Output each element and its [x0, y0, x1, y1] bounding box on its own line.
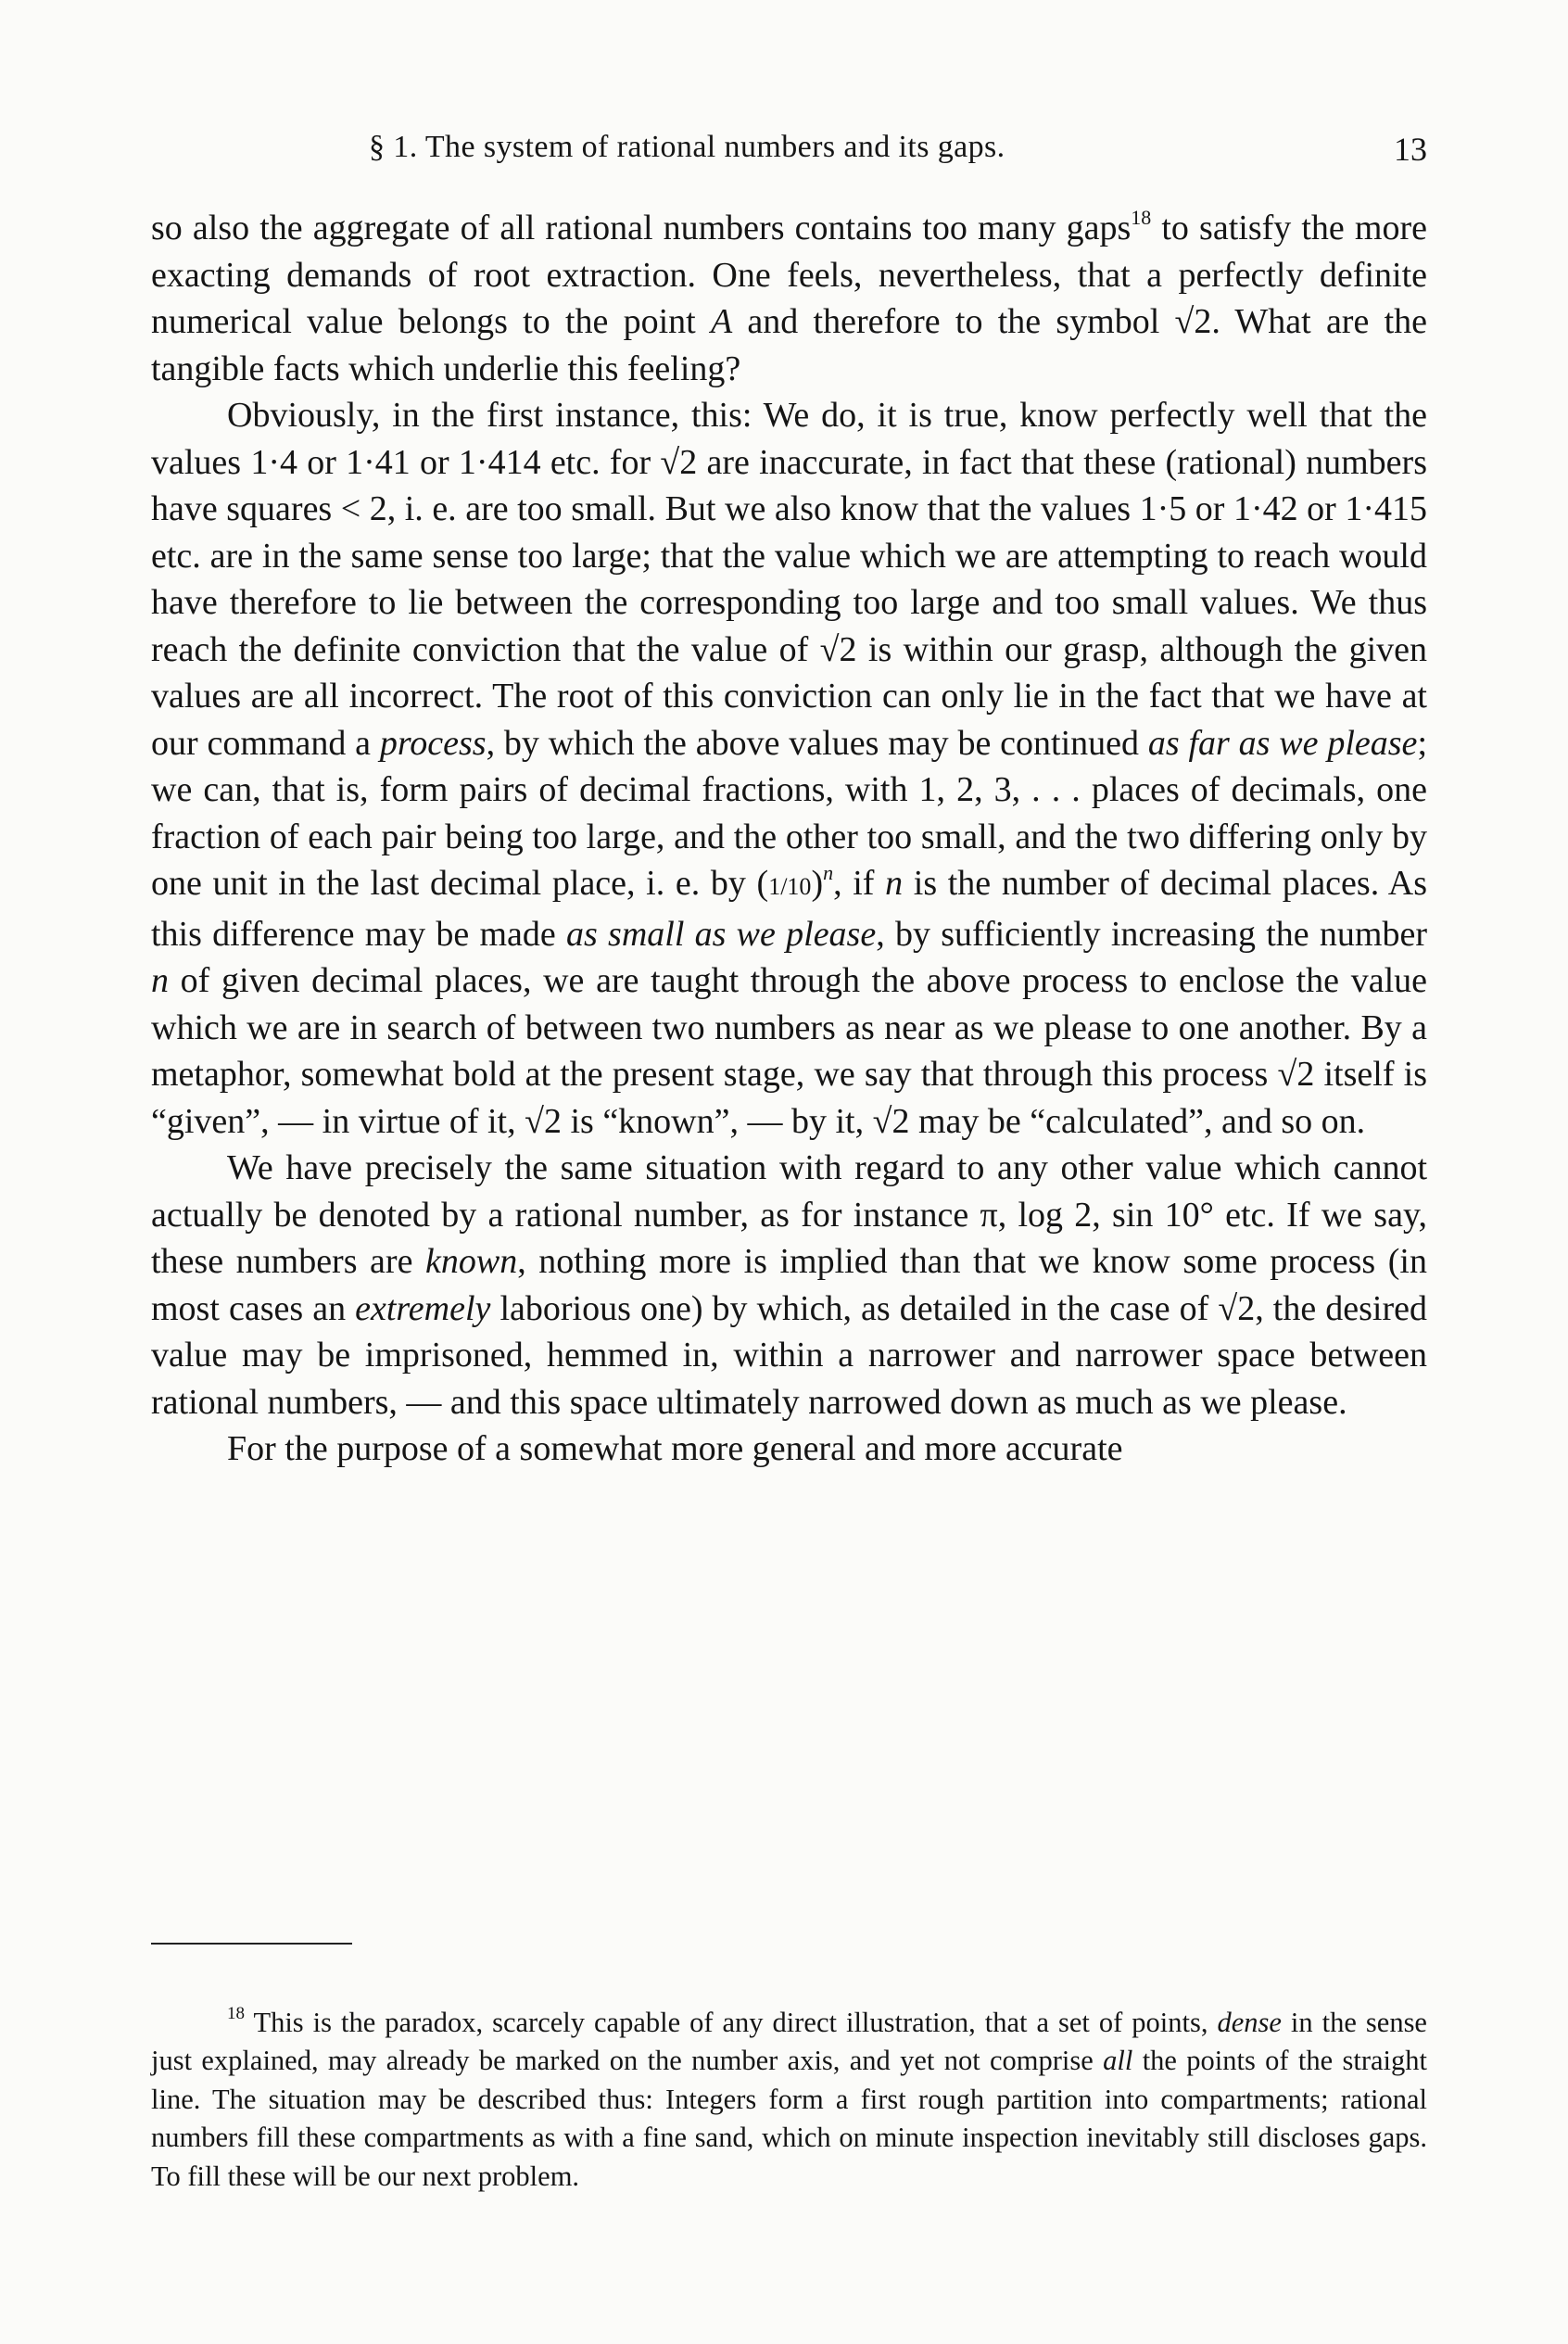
text-run: ; we can, that is, form pairs of decimal fractions, with 1, 2, 3, . . . places of decimals, one fraction of each pair being too large, and the other too small, and the two differing only by one unit in the last decimal place, i. e. by ( — [151, 723, 1427, 903]
italic-text: extremely — [355, 1288, 491, 1328]
footnote-marker: 18 — [1131, 206, 1152, 230]
text-run: ) — [811, 864, 824, 903]
italic-text: process — [379, 723, 487, 763]
italic-text: A — [710, 302, 733, 341]
italic-text: n — [151, 961, 169, 1000]
text-run: and therefore to the symbol √2. What are the tangible facts which underlie this feeling? — [151, 302, 1427, 388]
text-run: so also the aggregate of all rational numbers contains too many gaps — [151, 209, 1132, 247]
italic-text: known — [425, 1242, 518, 1281]
text-run: is the number of decimal places. As this difference may be made — [151, 864, 1427, 954]
paragraph-4 — [151, 1425, 1427, 1473]
page-header — [151, 130, 1427, 185]
exponent: n — [823, 861, 834, 885]
footnote-divider — [151, 1943, 352, 1945]
text-run: to satisfy the more exacting demands of root extraction. One feels, nevertheless, that a perfectly definite numerical value belongs to the point — [151, 209, 1427, 341]
body-text — [151, 205, 1427, 1473]
text-run: , by sufficiently increasing the number — [876, 914, 1427, 954]
footnote-marker: 18 — [227, 2004, 245, 2024]
text-run: This is the paradox, scarcely capable of any direct illustration, that a set of points, — [245, 2006, 1218, 2038]
footnote-18 — [151, 2004, 1427, 2197]
text-run: in the sense just explained, may already be marked on the number axis, and yet not comprise — [151, 2006, 1427, 2076]
italic-text: n — [885, 864, 904, 903]
text-run: , if — [833, 864, 886, 903]
italic-text: all — [1103, 2045, 1133, 2076]
text-run: Obviously, in the first instance, this: We do, it is true, know perfectly well that the values 1·4 or 1·41 or 1·414 etc. for √2 are inaccurate, in fact that these (rational) numbers have squares < 2, i. e. are too small. But we also know that the values 1·5 or 1·42 or 1·415 etc. are in the same sense too large; that the value which we are attempting to reach would have therefore to lie between the corresponding too large and too small values. We thus reach the definite conviction that the value of √2 is within our grasp, although the given values are all incorrect. The root of this conviction can only lie in the fact that we have at our command a — [151, 396, 1427, 763]
italic-text: as small as we please — [566, 914, 877, 954]
paragraph-1 — [151, 205, 1427, 392]
page-number: 13 — [1394, 131, 1427, 168]
text-run: the points of the straight line. The situation may be described thus: Integers form a first rough partition into compartments; rational numbers fill these compartments as with a fine sand, which on minute inspection inevitably still discloses gaps. To fill these will be our next problem. — [151, 2045, 1427, 2192]
text-run: , by which the above values may be continued — [486, 723, 1148, 763]
running-head: § 1. The system of rational numbers and its gaps. — [369, 130, 1005, 164]
text-run: , nothing more is implied than that we know some process (in most cases an — [151, 1242, 1427, 1328]
text-run: laborious one) by which, as detailed in the case of √2, the desired value may be imprisoned, hemmed in, within a narrower and narrower space between rational numbers, — and this space ultimately narrowed down as much as we please. — [151, 1288, 1427, 1422]
text-run: of given decimal places, we are taught through the above process to enclose the value which we are in search of between two numbers as near as we please to one another. By a metaphor, somewhat bold at the present stage, we say that through this process √2 itself is “given”, — in virtue of it, √2 is “known”, — by it, √2 may be “calculated”, and so on. — [151, 961, 1427, 1141]
italic-text: dense — [1217, 2006, 1282, 2038]
fraction: 1/10 — [768, 873, 812, 900]
italic-text: as far as we please — [1147, 723, 1418, 763]
paragraph-3 — [151, 1145, 1427, 1425]
text-run: For the purpose of a somewhat more general and more accurate — [227, 1429, 1123, 1468]
text-run: We have precisely the same situation with regard to any other value which cannot actually be denoted by a rational number, as for instance π, log 2, sin 10° etc. If we say, these numbers are — [151, 1148, 1427, 1281]
paragraph-2 — [151, 392, 1427, 1145]
